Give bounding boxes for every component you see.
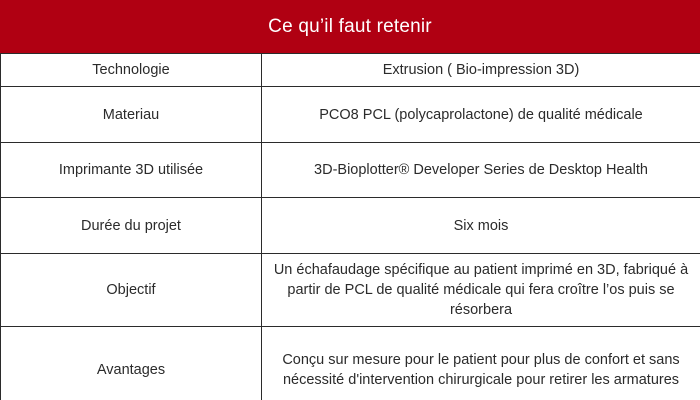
row-label: Technologie bbox=[1, 54, 262, 87]
table-row-technology bbox=[1, 54, 700, 87]
table-row-printer bbox=[1, 143, 700, 198]
row-value: 3D-Bioplotter® Developer Series de Desktop Health bbox=[262, 143, 700, 198]
summary-table bbox=[0, 53, 700, 400]
summary-header bbox=[0, 0, 700, 53]
table-row-advantages bbox=[1, 327, 700, 400]
row-value: Conçu sur mesure pour le patient pour plus de confort et sans nécessité d'intervention chirurgicale pour retirer les armatures bbox=[262, 327, 700, 400]
row-value: PCO8 PCL (polycaprolactone) de qualité médicale bbox=[262, 87, 700, 143]
row-label: Objectif bbox=[1, 254, 262, 327]
row-label: Imprimante 3D utilisée bbox=[1, 143, 262, 198]
summary-title: Ce qu’il faut retenir bbox=[268, 15, 432, 37]
row-value: Extrusion ( Bio-impression 3D) bbox=[262, 54, 700, 87]
row-label: Materiau bbox=[1, 87, 262, 143]
row-label: Durée du projet bbox=[1, 198, 262, 254]
table-row-material bbox=[1, 87, 700, 143]
row-value: Un échafaudage spécifique au patient imprimé en 3D, fabriqué à partir de PCL de qualité médicale qui fera croître l’os puis se résorbera bbox=[262, 254, 700, 327]
table-row-objective bbox=[1, 254, 700, 327]
table-row-duration bbox=[1, 198, 700, 254]
row-label: Avantages bbox=[1, 327, 262, 400]
row-value: Six mois bbox=[262, 198, 700, 254]
